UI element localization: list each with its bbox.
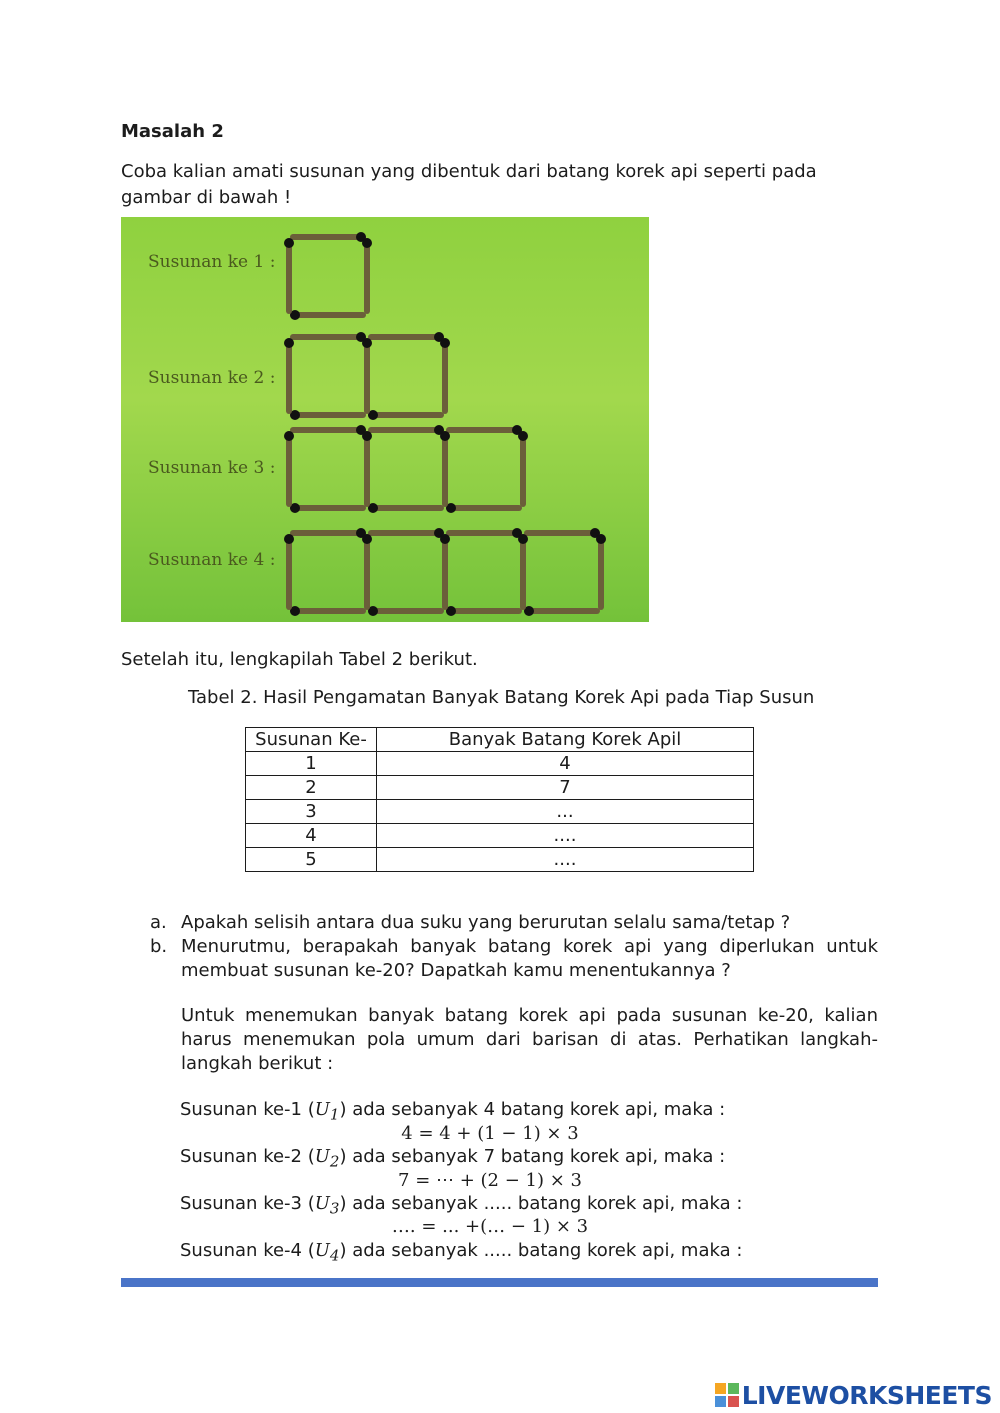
- equation-3: …. = ... +(… − 1) × 3: [391, 1216, 589, 1237]
- figure-label-2: Susunan ke 2 :: [148, 368, 276, 388]
- table-cell[interactable]: ....: [377, 824, 754, 848]
- matchstick-horizontal: [368, 606, 441, 616]
- matchstick-head: [362, 534, 372, 544]
- matchstick-horizontal: [293, 425, 366, 435]
- table-header-row: [246, 728, 754, 752]
- question-marker-a: a.: [150, 912, 167, 933]
- figure-label-4: Susunan ke 4 :: [148, 550, 276, 570]
- liveworksheets-logo: [715, 1378, 992, 1412]
- matchstick-vertical: [440, 431, 450, 504]
- step-1: [180, 1099, 725, 1124]
- table-row: [246, 776, 754, 800]
- matchstick-horizontal: [290, 310, 363, 320]
- intro-text: Coba kalian amati susunan yang dibentuk dari batang korek api seperti pada gambar di bawah !: [121, 161, 817, 208]
- matchstick-head: [284, 338, 294, 348]
- matchstick-horizontal: [449, 528, 522, 538]
- table-cell: 4: [246, 824, 377, 848]
- step-4: [180, 1240, 742, 1265]
- matchstick-head: [440, 338, 450, 348]
- bottom-accent-bar: [121, 1278, 878, 1287]
- term-subscript: 3: [329, 1199, 340, 1218]
- figure-label-1: Susunan ke 1 :: [148, 252, 276, 272]
- matchstick-vertical: [284, 238, 294, 311]
- matchstick-horizontal: [371, 425, 444, 435]
- table-cell: 2: [246, 776, 377, 800]
- matchstick-head: [440, 534, 450, 544]
- table-row: [246, 752, 754, 776]
- matchstick-head: [284, 534, 294, 544]
- header-susunan: Susunan Ke-: [246, 728, 377, 752]
- table-cell: 3: [246, 800, 377, 824]
- table-cell[interactable]: ....: [377, 848, 754, 872]
- question-marker-b: b.: [150, 936, 168, 957]
- matchstick-rows: [284, 232, 606, 616]
- term-variable: U: [314, 1240, 330, 1261]
- instruction-text: Setelah itu, lengkapilah Tabel 2 berikut.: [121, 649, 478, 670]
- term-variable: U: [314, 1099, 330, 1120]
- matchstick-horizontal: [368, 503, 441, 513]
- equation-1: 4 = 4 + (1 − 1) × 3: [401, 1123, 579, 1144]
- matchstick-horizontal: [293, 232, 366, 242]
- question-a: Apakah selisih antara dua suku yang berurutan selalu sama/tetap ?: [181, 912, 791, 933]
- matchstick-horizontal: [290, 606, 363, 616]
- question-b: Menurutmu, berapakah banyak batang korek api yang diperlukan untuk membuat susunan ke-20? Dapatkah kamu menentukannya ?: [181, 936, 878, 981]
- matchstick-vertical: [596, 534, 606, 607]
- matchstick-vertical: [284, 338, 294, 411]
- matchstick-horizontal: [290, 410, 363, 420]
- step-text-post: ) ada sebanyak 4 batang korek api, maka :: [339, 1099, 726, 1120]
- matchstick-head: [284, 431, 294, 441]
- matchstick-svg: [121, 217, 649, 622]
- matchstick-vertical: [440, 534, 450, 607]
- matchstick-vertical: [284, 534, 294, 607]
- table-cell: 7: [377, 776, 754, 800]
- matchstick-vertical: [284, 431, 294, 504]
- matchstick-head: [518, 534, 528, 544]
- equation-2: 7 = ⋯ + (2 − 1) × 3: [398, 1170, 582, 1191]
- table-cell: 1: [246, 752, 377, 776]
- matchstick-vertical: [362, 338, 372, 411]
- matchstick-horizontal: [446, 503, 519, 513]
- matchstick-head: [362, 238, 372, 248]
- matchstick-horizontal: [290, 503, 363, 513]
- term-subscript: 2: [329, 1152, 340, 1171]
- matchstick-head: [596, 534, 606, 544]
- step-3: [180, 1193, 742, 1218]
- matchstick-figure: [121, 217, 649, 622]
- matchstick-head: [440, 431, 450, 441]
- term-subscript: 1: [329, 1105, 340, 1124]
- matchstick-vertical: [518, 534, 528, 607]
- observation-table: [245, 727, 754, 872]
- header-banyak: Banyak Batang Korek Apil: [377, 728, 754, 752]
- matchstick-horizontal: [293, 528, 366, 538]
- table-cell: 5: [246, 848, 377, 872]
- step-text-pre: Susunan ke-4 (: [180, 1240, 315, 1261]
- matchstick-vertical: [440, 338, 450, 411]
- matchstick-head: [362, 431, 372, 441]
- liveworksheets-wordmark: LIVEWORKSHEETS: [741, 1380, 992, 1410]
- table-caption: Tabel 2. Hasil Pengamatan Banyak Batang Korek Api pada Tiap Susun: [188, 687, 815, 708]
- matchstick-horizontal: [293, 332, 366, 342]
- explanation-paragraph: Untuk menemukan banyak batang korek api pada susunan ke-20, kalian harus menemukan pola umum dari barisan di atas. Perhatikan langkah-langkah berikut :: [181, 1005, 878, 1074]
- matchstick-horizontal: [527, 528, 600, 538]
- matchstick-horizontal: [446, 606, 519, 616]
- term-variable: U: [314, 1146, 330, 1167]
- table-row: [246, 800, 754, 824]
- matchstick-vertical: [362, 534, 372, 607]
- section-heading: Masalah 2: [121, 121, 224, 142]
- matchstick-horizontal: [524, 606, 597, 616]
- table-row: [246, 824, 754, 848]
- matchstick-head: [518, 431, 528, 441]
- step-text-post: ) ada sebanyak ..... batang korek api, maka :: [339, 1193, 743, 1214]
- table-cell[interactable]: ...: [377, 800, 754, 824]
- figure-label-3: Susunan ke 3 :: [148, 458, 276, 478]
- term-variable: U: [314, 1193, 330, 1214]
- table-row: [246, 848, 754, 872]
- step-text-pre: Susunan ke-2 (: [180, 1146, 315, 1167]
- matchstick-vertical: [362, 431, 372, 504]
- matchstick-head: [284, 238, 294, 248]
- matchstick-vertical: [518, 431, 528, 504]
- step-text-post: ) ada sebanyak ..... batang korek api, maka :: [339, 1240, 743, 1261]
- matchstick-vertical: [362, 238, 372, 311]
- term-subscript: 4: [329, 1246, 340, 1265]
- liveworksheets-logo-icon: [715, 1383, 739, 1407]
- step-text-pre: Susunan ke-1 (: [180, 1099, 315, 1120]
- matchstick-horizontal: [449, 425, 522, 435]
- table-cell: 4: [377, 752, 754, 776]
- matchstick-horizontal: [368, 410, 441, 420]
- step-text-post: ) ada sebanyak 7 batang korek api, maka :: [339, 1146, 726, 1167]
- matchstick-head: [362, 338, 372, 348]
- matchstick-horizontal: [371, 332, 444, 342]
- step-2: [180, 1146, 725, 1171]
- matchstick-horizontal: [371, 528, 444, 538]
- step-text-pre: Susunan ke-3 (: [180, 1193, 315, 1214]
